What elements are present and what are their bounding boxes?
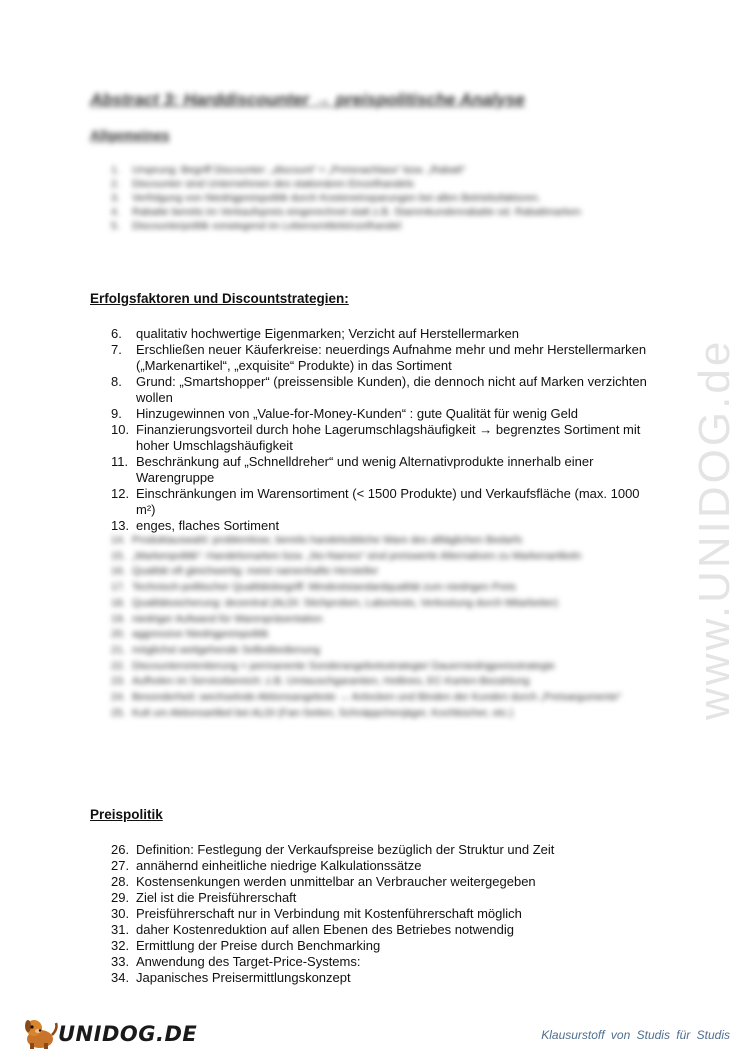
list-item <box>111 205 651 219</box>
list-item-number: 12. <box>111 486 130 501</box>
list-item-number: 6. <box>111 326 122 341</box>
list-item <box>111 659 651 675</box>
list-item-text: aggressive Niedrigpreispolitik <box>132 628 269 641</box>
list-item-text: Produktauswahl: problemlose, bereits handelsübliche Ware des alltäglichen Bedarfs <box>132 534 523 546</box>
list-item-text: Qualitätssicherung: dezentral (ALDI: Stichproben, Labortests, Verkostung durch Mitarbeiter) <box>132 596 559 609</box>
list-item <box>111 690 651 706</box>
list-item-text: Technisch-politischer Qualitätsbegriff: Mindeststandardqualität zum niedrigen Preis <box>132 581 516 594</box>
list-item-number: 30. <box>111 906 130 921</box>
list-item-text: Japanisches Preisermittlungskonzept <box>136 970 351 985</box>
watermark: www.UNIDOG.de <box>690 338 739 720</box>
section-heading-preispolitik: Preispolitik <box>90 807 163 822</box>
list-item-text: Rabatte bereits im Verkaufspreis eingerechnet statt z.B. Stammkundenrabatte od. Rabattmarken <box>132 206 581 218</box>
unidog-logo[interactable] <box>20 1015 198 1051</box>
list-item-text: möglichst weitgehende Selbstbedienung <box>132 643 320 656</box>
list-item-number: 20. <box>111 628 126 641</box>
list-item-text: „Markenpolitik“: Handelsmarken bzw. „No-Names“ sind preiswerte Alternativen zu Markenartikeln <box>132 549 582 562</box>
list-item-text: Qualität oft gleichwertig: meist namenhafte Hersteller <box>132 565 379 578</box>
list-item <box>111 842 651 858</box>
list-item-number: 13. <box>111 518 130 533</box>
list-item <box>111 326 651 342</box>
list-item-text: Discounter sind Unternehmen des stationären Einzelhandels <box>132 178 414 190</box>
list-item-text: daher Kostenreduktion auf allen Ebenen des Betriebes notwendig <box>136 922 514 937</box>
list-item-number: 9. <box>111 406 122 421</box>
list-item <box>111 970 651 986</box>
list-item-text: Ermittlung der Preise durch Benchmarking <box>136 938 381 953</box>
list-item-text: Discounterorientierung = permanente Sonderangebotsstrategie/ Dauerniedrigpreisstrategie <box>132 659 555 672</box>
list-item-text: Preisführerschaft nur in Verbindung mit Kostenführerschaft möglich <box>136 906 522 921</box>
document-title: Abstract 3: Harddiscounter → preispolitische Analyse <box>90 90 525 109</box>
list-item-number: 1. <box>111 164 120 176</box>
list-item-text: Besonderheit: wechselnde Aktionsangebote → Anlocken und Binden der Kunden durch „Preisargumente“ <box>132 691 622 704</box>
list-item <box>111 580 651 596</box>
list-item-number: 16. <box>111 565 126 578</box>
list-item <box>111 163 651 177</box>
list-item-text: Anwendung des Target-Price-Systems: <box>136 954 361 969</box>
list-item-text: Beschränkung auf „Schnelldreher“ und wenig Alternativprodukte innerhalb einer Warengruppe <box>136 454 594 485</box>
list-item-number: 10. <box>111 422 130 437</box>
list-allgemeines <box>111 163 651 233</box>
list-item-number: 34. <box>111 970 130 985</box>
list-item-number: 33. <box>111 954 130 969</box>
list-item <box>111 422 651 454</box>
list-item-text: Ziel ist die Preisführerschaft <box>136 890 297 905</box>
footer-tagline: Klausurstoff von Studis für Studis <box>541 1028 730 1042</box>
list-item-number: 8. <box>111 374 122 389</box>
list-item-number: 19. <box>111 612 126 625</box>
list-item <box>111 374 651 406</box>
list-item <box>111 858 651 874</box>
list-item-text: Aufholen im Servicebereich: z.B. Umtauschgarantien, Hotlines, EC-Karten-Bezahlung <box>132 675 530 688</box>
list-item <box>111 643 651 659</box>
list-item-number: 24. <box>111 691 126 704</box>
list-item <box>111 954 651 970</box>
list-item-text: Grund: „Smartshopper“ (preissensible Kunden), die dennoch nicht auf Marken verzichten wollen <box>136 374 647 405</box>
list-erfolgsfaktoren-blurred <box>111 533 651 721</box>
list-item-text: Erschließen neuer Käuferkreise: neuerdings Aufnahme mehr und mehr Herstellermarken („Markenartikel“, „exquisite“ Produkte) in das Sortiment <box>136 342 647 373</box>
list-item <box>111 906 651 922</box>
list-item-text: Kostensenkungen werden unmittelbar an Verbraucher weitergegeben <box>136 874 536 889</box>
list-item-number: 2. <box>111 178 120 190</box>
list-item-text: Finanzierungsvorteil durch hohe Lagerumschlagshäufigkeit → begrenztes Sortiment mit hoher Umschlagshäufigkeit <box>136 422 641 453</box>
list-item-text: Definition: Festlegung der Verkaufspreise bezüglich der Struktur und Zeit <box>136 842 555 857</box>
list-item <box>111 342 651 374</box>
list-item-text: Discounterpolitik vorwiegend im Lebensmitteleinzelhandel <box>132 220 402 232</box>
list-erfolgsfaktoren <box>111 326 651 534</box>
list-item <box>111 191 651 205</box>
list-item-text: qualitativ hochwertige Eigenmarken; Verzicht auf Herstellermarken <box>136 326 519 341</box>
list-item-number: 4. <box>111 206 120 218</box>
list-item-number: 27. <box>111 858 130 873</box>
list-item <box>111 612 651 628</box>
list-item-text: Ursprung: Begriff Discounter: „discount“ = „Preisnachlass“ bzw. „Rabatt“ <box>132 164 466 176</box>
list-item <box>111 706 651 722</box>
list-item <box>111 564 651 580</box>
list-item <box>111 627 651 643</box>
list-item-number: 23. <box>111 675 126 688</box>
section-heading-erfolgsfaktoren: Erfolgsfaktoren und Discountstrategien: <box>90 291 349 306</box>
list-item-text: Hinzugewinnen von „Value-for-Money-Kunden“ : gute Qualität für wenig Geld <box>136 406 578 421</box>
list-item-number: 14. <box>111 534 126 546</box>
list-item <box>111 533 651 549</box>
list-item-number: 17. <box>111 581 126 594</box>
list-item-number: 31. <box>111 922 130 937</box>
list-item <box>111 406 651 422</box>
logo-text: UNIDOG.DE <box>58 1022 198 1046</box>
list-item <box>111 454 651 486</box>
dog-icon <box>20 1015 60 1051</box>
list-item <box>111 596 651 612</box>
list-item-text: niedriger Aufwand für Warenpräsentation <box>132 612 323 625</box>
list-item <box>111 177 651 191</box>
list-item <box>111 219 651 233</box>
list-item-number: 32. <box>111 938 130 953</box>
list-item-number: 5. <box>111 220 120 232</box>
section-heading-allgemeines: Allgemeines <box>90 128 170 143</box>
list-item-number: 25. <box>111 706 126 719</box>
list-item-number: 7. <box>111 342 122 357</box>
list-item-number: 3. <box>111 192 120 204</box>
list-item-number: 28. <box>111 874 130 889</box>
list-item <box>111 486 651 518</box>
list-item-text: Verfolgung von Niedrigpreispolitik durch Kosteneinsparungen bei allen Betriebsfaktoren. <box>132 192 541 204</box>
list-item-number: 21. <box>111 643 126 656</box>
list-item-number: 22. <box>111 659 126 672</box>
list-item-number: 18. <box>111 596 126 609</box>
list-item-text: annähernd einheitliche niedrige Kalkulationssätze <box>136 858 422 873</box>
list-item-text: Kult um Aktionsartikel bei ALDI (Fan-Seiten, Schnäppchenjäger, Kochbücher, etc.) <box>132 706 514 719</box>
list-item-text: Einschränkungen im Warensortiment (< 1500 Produkte) und Verkaufsfläche (max. 1000 m²) <box>136 486 640 517</box>
list-item <box>111 922 651 938</box>
list-item-number: 11. <box>111 454 129 469</box>
list-item <box>111 518 651 534</box>
list-item-number: 15. <box>111 549 126 562</box>
list-item <box>111 674 651 690</box>
list-item <box>111 890 651 906</box>
list-preispolitik <box>111 842 651 986</box>
list-item-number: 29. <box>111 890 130 905</box>
list-item <box>111 549 651 565</box>
list-item <box>111 874 651 890</box>
list-item-text: enges, flaches Sortiment <box>136 518 280 533</box>
list-item-number: 26. <box>111 842 130 857</box>
list-item <box>111 938 651 954</box>
